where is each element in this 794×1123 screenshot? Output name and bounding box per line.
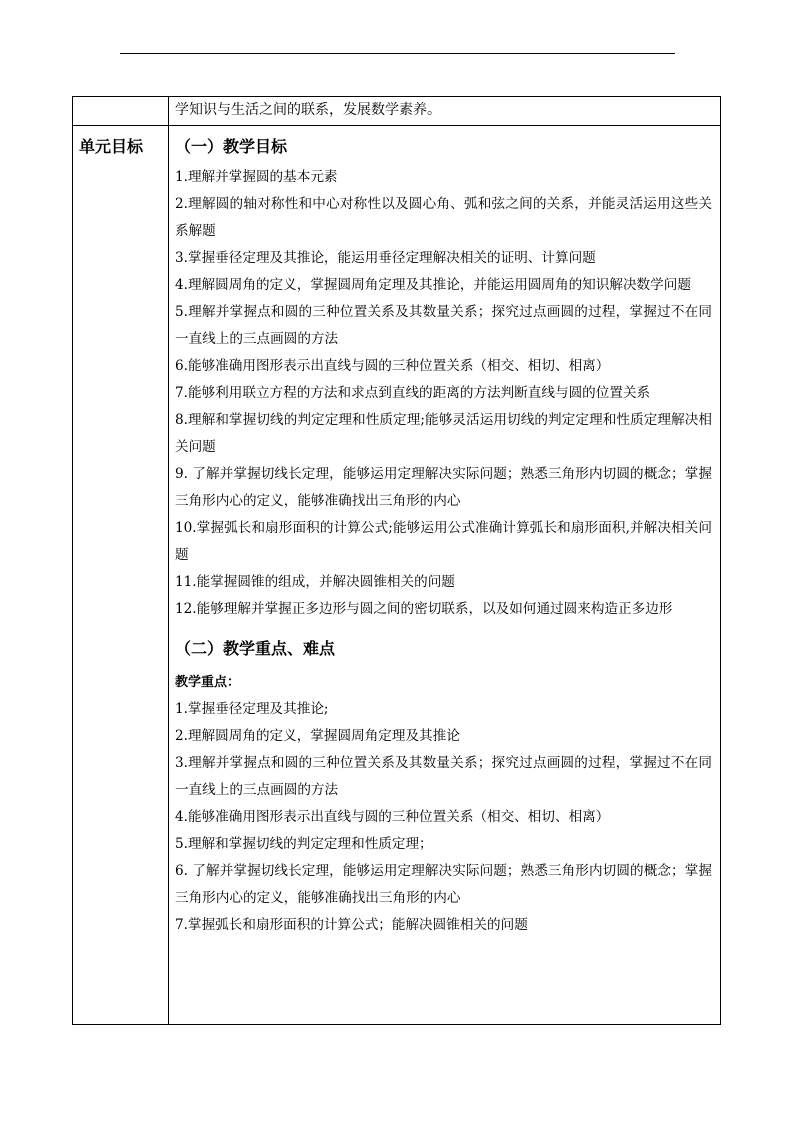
list-item: 6.能够准确用图形表示出直线与圆的三种位置关系（相交、相切、相离） <box>175 358 610 374</box>
list-item: 2.理解圆的轴对称性和中心对称性以及圆心角、弧和弦之间的关系，并能灵活运用这些关系解题 <box>175 196 712 239</box>
unit-goals-label: 单元目标 <box>79 137 144 156</box>
continuation-text: 学知识与生活之间的联系，发展数学素养。 <box>175 102 441 118</box>
list-item: 9. 了解并掌握切线长定理，能够运用定理解决实际问题；熟悉三角形内切圆的概念；掌握三角形内心的定义，能够准确找出三角形的内心 <box>175 466 712 509</box>
list-item: 10.掌握弧长和扇形面积的计算公式;能够运用公式准确计算弧长和扇形面积,并解决相关问题 <box>175 520 712 563</box>
list-item: 8.理解和掌握切线的判定定理和性质定理;能够灵活运用切线的判定定理和性质定理解决相关问题 <box>175 412 712 455</box>
list-item: 1.理解并掌握圆的基本元素 <box>175 169 338 185</box>
list-item: 2.理解圆周角的定义，掌握圆周角定理及其推论 <box>175 728 460 744</box>
list-item: 5.理解和掌握切线的判定定理和性质定理； <box>175 836 433 852</box>
list-item: 12.能够理解并掌握正多边形与圆之间的密切联系，以及如何通过圆来构造正多边形 <box>175 601 673 617</box>
list-item: 5.理解并掌握点和圆的三种位置关系及其数量关系；探究过点画圆的过程，掌握过不在同一直线上的三点画圆的方法 <box>175 304 712 347</box>
unit-plan-table <box>72 96 721 1025</box>
section-heading-key-points: （二）教学重点、难点 <box>175 639 336 658</box>
table-row-continuation <box>73 97 720 125</box>
list-item: 4.能够准确用图形表示出直线与圆的三种位置关系（相交、相切、相离） <box>175 809 610 825</box>
list-item: 3.掌握垂径定理及其推论，能运用垂径定理解决相关的证明、计算问题 <box>175 250 596 266</box>
list-item: 1.掌握垂径定理及其推论; <box>175 701 329 717</box>
row-label-cell <box>73 97 169 125</box>
list-item: 7.掌握弧长和扇形面积的计算公式；能解决圆锥相关的问题 <box>175 917 528 933</box>
unit-goals-content <box>169 126 720 1024</box>
list-item: 4.理解圆周角的定义，掌握圆周角定理及其推论，并能运用圆周角的知识解决数学问题 <box>175 277 691 293</box>
list-item: 3.理解并掌握点和圆的三种位置关系及其数量关系；探究过点画圆的过程，掌握过不在同一直线上的三点画圆的方法 <box>175 755 712 798</box>
row-label-cell <box>73 126 169 1024</box>
list-item: 7.能够利用联立方程的方法和求点到直线的距离的方法判断直线与圆的位置关系 <box>175 385 651 401</box>
list-item: 6. 了解并掌握切线长定理，能够运用定理解决实际问题；熟悉三角形内切圆的概念；掌握三角形内心的定义，能够准确找出三角形的内心 <box>175 863 712 906</box>
list-item: 11.能掌握圆锥的组成，并解决圆锥相关的问题 <box>175 574 455 590</box>
table-row-unit-goals <box>73 125 720 1024</box>
section-heading-teaching-goals: （一）教学目标 <box>175 137 288 156</box>
header-rule <box>120 53 675 54</box>
subheading-key-points: 教学重点： <box>175 675 241 690</box>
